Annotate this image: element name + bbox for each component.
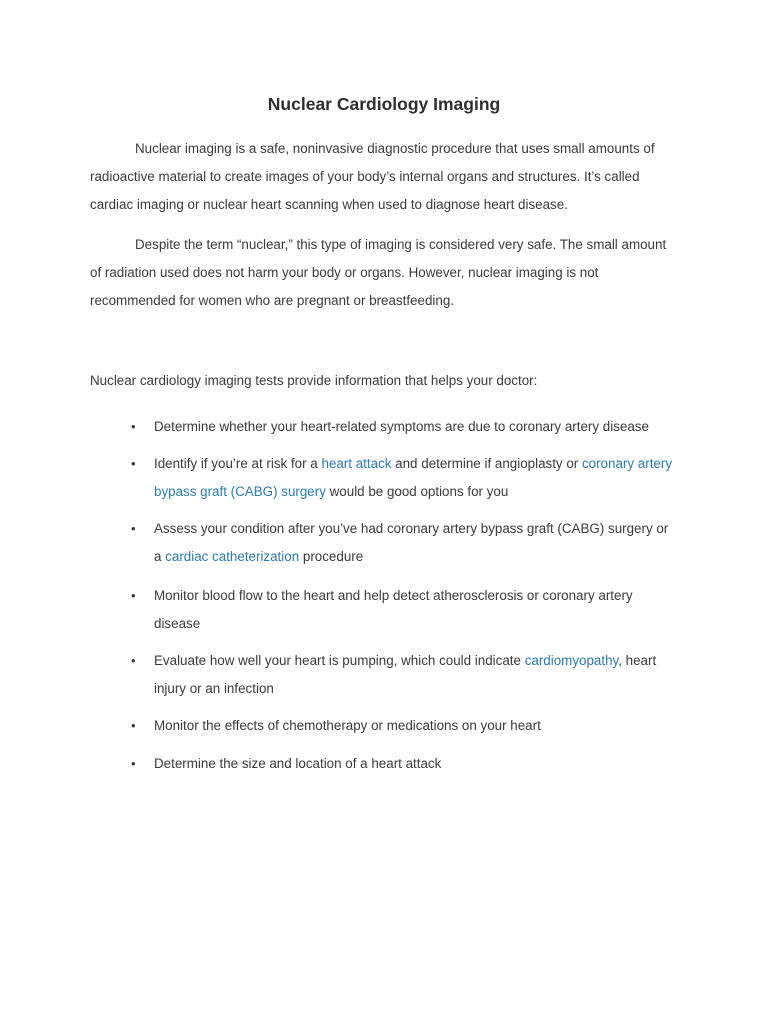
bullet-icon: • [131,588,136,603]
list-item-text: Monitor the effects of chemotherapy or medications on your heart [154,718,541,733]
list-item [131,647,679,703]
bullet-icon: • [131,653,136,668]
list-item [131,582,679,638]
list-item-text: Determine the size and location of a heart attack [154,756,442,771]
list-item-text: Evaluate how well your heart is pumping, which could indicate [154,653,525,668]
bullet-icon: • [131,456,136,471]
list-item [131,712,679,740]
list-item-text: Identify if you’re at risk for a [154,456,322,471]
list-item-text: Determine whether your heart-related symptoms are due to coronary artery disease [154,419,649,434]
bullet-icon: • [131,756,136,771]
list-item-text: and determine if angioplasty or [391,456,582,471]
bullet-icon: • [131,521,136,536]
list-item [131,515,679,571]
list-item-text: would be good options for you [325,484,509,499]
cardiac-catheterization-link[interactable]: cardiac catheterization [165,549,300,564]
list-item [131,450,679,506]
intro-paragraph: Nuclear imaging is a safe, noninvasive diagnostic procedure that uses small amounts of radioactive material to create images of your body’s internal organs and structures. It’s called cardiac imaging or nuclear heart scanning when used to diagnose heart disease. [90,141,655,212]
safety-paragraph: Despite the term “nuclear,” this type of imaging is considered very safe. The small amount of radiation used does not harm your body or organs. However, nuclear imaging is not recommended for women who are pregnant or breastfeeding. [90,237,667,308]
list-item-text: Monitor blood flow to the heart and help detect atherosclerosis or coronary artery disease [154,588,633,631]
list-item-text: procedure [299,549,364,564]
heart-attack-link[interactable]: heart attack [321,456,392,471]
page-title: Nuclear Cardiology Imaging [267,94,501,114]
list-intro: Nuclear cardiology imaging tests provide information that helps your doctor: [90,373,538,388]
list-item-text: , heart injury or an infection [154,653,657,696]
list-item [131,750,679,778]
bullet-icon: • [131,718,136,733]
list-item [131,413,679,441]
bullet-icon: • [131,419,136,434]
list-item-text: Assess your condition after you’ve had coronary artery bypass graft (CABG) surgery or a [154,521,669,564]
cardiomyopathy-link[interactable]: cardiomyopathy [524,653,619,668]
cabg-surgery-link[interactable]: coronary artery bypass graft (CABG) surgery [154,456,673,499]
